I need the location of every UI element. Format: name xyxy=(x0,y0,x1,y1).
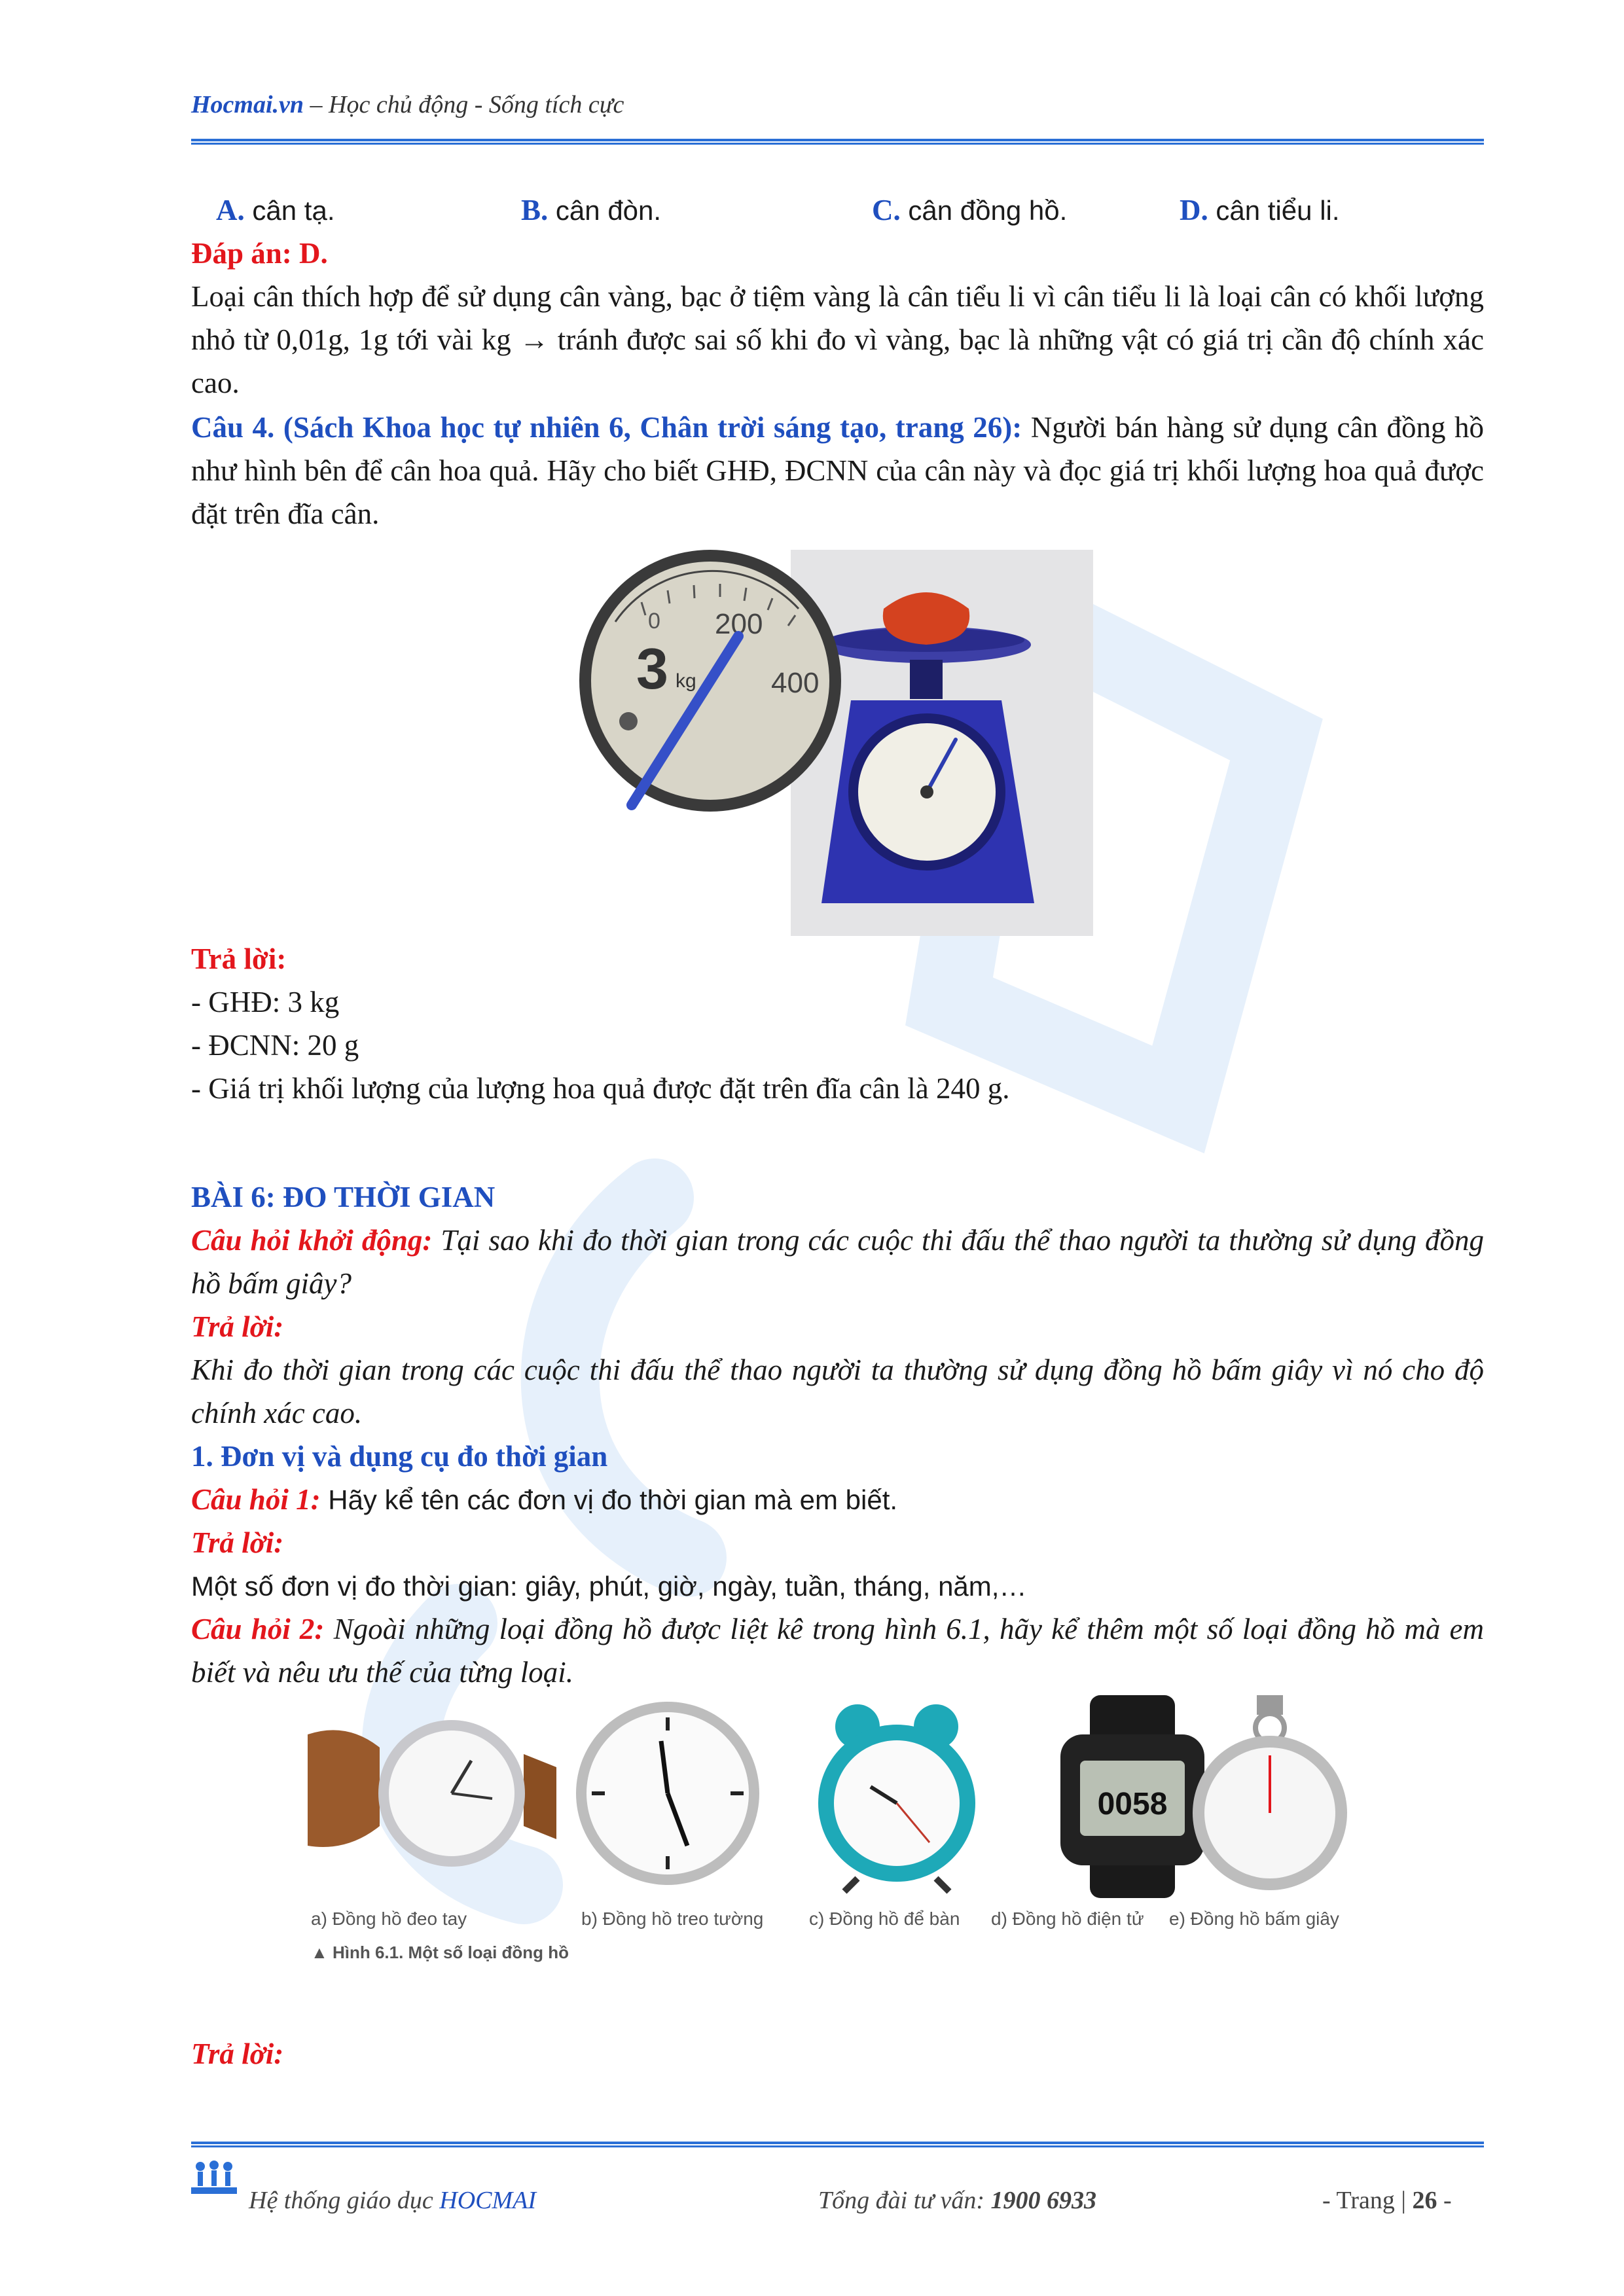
question-1-answer-label: Trả lời: xyxy=(191,1526,284,1559)
warmup-answer-label: Trả lời: xyxy=(191,1310,284,1343)
question-2-label: Câu hỏi 2: xyxy=(191,1613,325,1645)
header-title xyxy=(191,90,624,119)
dial-tick-200: 200 xyxy=(715,608,763,640)
figure-title: ▲ Hình 6.1. Một số loại đồng hồ xyxy=(311,1943,569,1962)
wrist-watch-image xyxy=(308,1720,556,1867)
scale-photo xyxy=(821,592,1034,903)
footer-hotline-number: 1900 6933 xyxy=(990,2187,1096,2214)
alarm-clock-image xyxy=(818,1704,975,1892)
stopwatch-image xyxy=(1193,1695,1347,1890)
question-4-answer-label: Trả lời: xyxy=(191,942,287,975)
option-c: C. cân đồng hồ. xyxy=(872,194,1068,226)
footer-org-name: HOCMAI xyxy=(439,2187,537,2214)
question-2 xyxy=(191,1607,1484,1694)
answer-mass-value: - Giá trị khối lượng của lượng hoa quả được đặt trên đĩa cân là 240 g. xyxy=(191,1072,1010,1105)
warmup-answer: Khi đo thời gian trong các cuộc thi đấu thể thao người ta thường sử dụng đồng hồ bấm giây vì nó cho độ chính xác cao. xyxy=(191,1354,1484,1429)
option-b: B. cân đòn. xyxy=(521,194,662,226)
caption-wrist-watch: a) Đồng hồ đeo tay xyxy=(311,1909,467,1929)
clocks-figure xyxy=(308,1695,1381,1898)
question-1 xyxy=(191,1478,1484,1522)
kitchen-scale-figure xyxy=(563,550,1093,936)
answer-key: Đáp án: D. xyxy=(191,237,328,270)
warmup-text: Tại sao khi đo thời gian trong các cuộc thi đấu thể thao người ta thường sử dụng đồng hồ bấm giây? xyxy=(191,1224,1484,1300)
header-brand[interactable]: Hocmai.vn xyxy=(191,91,304,118)
digital-watch-image xyxy=(1060,1695,1204,1898)
question-2-text: Ngoài những loại đồng hồ được liệt kê trong hình 6.1, hãy kể thêm một số loại đồng hồ mà em biết và nêu ưu thế của từng loại. xyxy=(191,1613,1484,1689)
hocmai-logo-icon xyxy=(191,2160,237,2199)
option-a: A. cân tạ. xyxy=(216,194,335,226)
dial-unit-label: kg xyxy=(676,670,696,692)
question-4 xyxy=(191,406,1484,535)
question-4-label: Câu 4. (Sách Khoa học tự nhiên 6, Chân trời sáng tạo, trang 26): xyxy=(191,411,1022,444)
header-rule xyxy=(191,139,1484,147)
footer-org: Hệ thống giáo dục HOCMAI xyxy=(249,2187,537,2214)
question-1-text: Hãy kể tên các đơn vị đo thời gian mà em biết. xyxy=(320,1484,898,1515)
page-number: 26 xyxy=(1412,2187,1437,2214)
warmup-label: Câu hỏi khởi động: xyxy=(191,1224,433,1257)
footer-rule xyxy=(191,2142,1484,2149)
question-4-text: Người bán hàng sử dụng cân đồng hồ như hình bên để cân hoa quả. Hãy cho biết GHĐ, ĐCNN của cân này và đọc giá trị khối lượng hoa quả được đặt trên đĩa cân. xyxy=(191,411,1484,530)
wall-clock-image xyxy=(576,1702,759,1885)
header-slogan: – Học chủ động - Sống tích cực xyxy=(304,91,624,118)
option-d: D. cân tiểu li. xyxy=(1180,194,1340,226)
dial-capacity-label: 3 xyxy=(636,636,668,701)
lesson-title: BÀI 6: ĐO THỜI GIAN xyxy=(191,1181,496,1213)
caption-stopwatch: e) Đồng hồ bấm giây xyxy=(1169,1909,1339,1929)
section-1-heading: 1. Đơn vị và dụng cụ đo thời gian xyxy=(191,1440,608,1473)
digital-display: 0058 xyxy=(1097,1787,1168,1821)
explanation: Loại cân thích hợp để sử dụng cân vàng, bạc ở tiệm vàng là cân tiểu li vì cân tiểu li là loại cân có khối lượng nhỏ từ 0,01g, 1g tới vài kg → tránh được sai số khi đo vì vàng, bạc là những vật có giá trị cần độ chính xác cao. xyxy=(191,280,1484,399)
warmup-question xyxy=(191,1219,1484,1305)
caption-digital-watch: d) Đồng hồ điện tử xyxy=(991,1909,1144,1929)
question-1-label: Câu hỏi 1: xyxy=(191,1483,321,1516)
question-1-answer: Một số đơn vị đo thời gian: giây, phút, giờ, ngày, tuần, tháng, năm,… xyxy=(191,1571,1027,1602)
dial-zero-label: 0 xyxy=(648,609,660,634)
answer-ghd: - GHĐ: 3 kg xyxy=(191,986,340,1018)
caption-wall-clock: b) Đồng hồ treo tường xyxy=(581,1909,764,1929)
dial-zoom-inset xyxy=(579,550,841,812)
footer-hotline: Tổng đài tư vấn: 1900 6933 xyxy=(818,2187,1096,2214)
answer-dcnn: - ĐCNN: 20 g xyxy=(191,1029,359,1062)
question-2-answer-label: Trả lời: xyxy=(191,2037,284,2070)
footer-page: - Trang | 26 - xyxy=(1322,2187,1452,2214)
question-4-answers xyxy=(191,980,1484,1110)
caption-desk-clock: c) Đồng hồ để bàn xyxy=(809,1909,960,1929)
answer-options xyxy=(191,188,1484,232)
dial-tick-400: 400 xyxy=(771,667,820,699)
